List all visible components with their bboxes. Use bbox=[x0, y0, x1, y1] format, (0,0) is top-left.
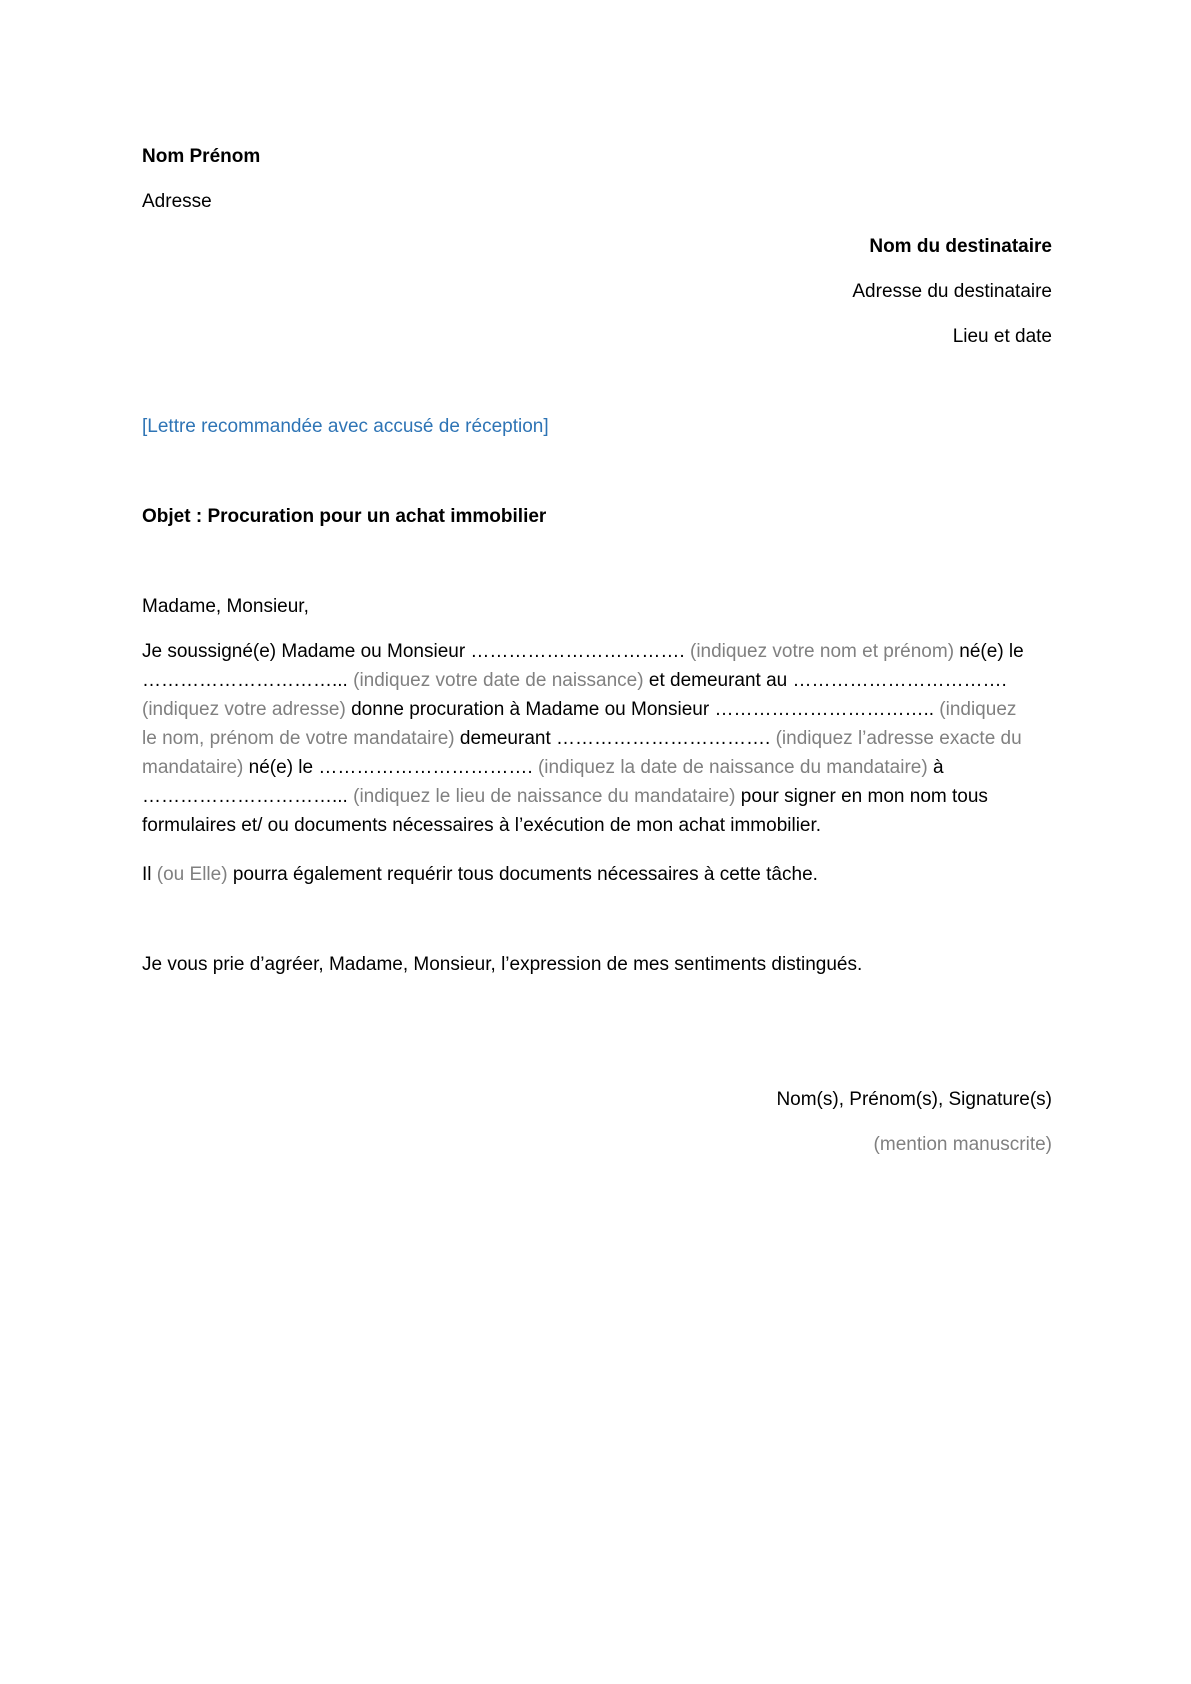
place-and-date: Lieu et date bbox=[952, 326, 1052, 347]
hint-text: le nom, prénom de votre mandataire) bbox=[142, 728, 455, 749]
body-text: né(e) le ……………………………. bbox=[248, 757, 533, 778]
hint-text: (indiquez votre adresse) bbox=[142, 699, 346, 720]
body-text: …………………………... bbox=[142, 786, 348, 807]
body-line-1 bbox=[142, 637, 1052, 666]
hint-text: (indiquez bbox=[939, 699, 1017, 720]
body-text: donne procuration à Madame ou Monsieur …………………………….. bbox=[351, 699, 934, 720]
body-text: pourra également requérir tous documents nécessaires à cette tâche. bbox=[232, 864, 818, 885]
body-line-7: formulaires et/ ou documents nécessaires à l’exécution de mon achat immobilier. bbox=[142, 815, 822, 836]
body-line-6 bbox=[142, 782, 1052, 811]
closing-formula: Je vous prie d’agréer, Madame, Monsieur, l’expression de mes sentiments distingués. bbox=[142, 954, 863, 975]
hint-text: (indiquez votre date de naissance) bbox=[353, 670, 644, 691]
body-text: né(e) le bbox=[959, 641, 1024, 662]
subject-line: Objet : Procuration pour un achat immobilier bbox=[142, 506, 547, 527]
body-line-3 bbox=[142, 695, 1052, 724]
body-text: Il bbox=[142, 864, 152, 885]
body-line-2 bbox=[142, 666, 1052, 695]
recipient-name: Nom du destinataire bbox=[869, 236, 1052, 257]
body-paragraph bbox=[142, 637, 1052, 840]
registered-mail-mention: [Lettre recommandée avec accusé de réception] bbox=[142, 416, 549, 437]
signature-line: Nom(s), Prénom(s), Signature(s) bbox=[776, 1089, 1052, 1110]
body-text: …………………………... bbox=[142, 670, 348, 691]
body-text: pour signer en mon nom tous bbox=[740, 786, 988, 807]
body-line-4 bbox=[142, 724, 1052, 753]
recipient-address: Adresse du destinataire bbox=[852, 281, 1052, 302]
signature-note: (mention manuscrite) bbox=[873, 1134, 1052, 1155]
body-line-5 bbox=[142, 753, 1052, 782]
body-text: demeurant ……………………………. bbox=[459, 728, 771, 749]
sender-name: Nom Prénom bbox=[142, 146, 261, 167]
hint-text: (indiquez la date de naissance du mandataire) bbox=[537, 757, 928, 778]
hint-text: (ou Elle) bbox=[156, 864, 228, 885]
body-text: Je soussigné(e) Madame ou Monsieur ……………………………. bbox=[142, 641, 685, 662]
second-paragraph bbox=[142, 860, 1052, 889]
body-text: à bbox=[932, 757, 944, 778]
hint-text: (indiquez le lieu de naissance du mandataire) bbox=[353, 786, 736, 807]
hint-text: (indiquez votre nom et prénom) bbox=[690, 641, 955, 662]
hint-text: mandataire) bbox=[142, 757, 244, 778]
salutation: Madame, Monsieur, bbox=[142, 596, 309, 617]
hint-text: (indiquez l’adresse exacte du bbox=[775, 728, 1022, 749]
body-text: et demeurant au ……………………………. bbox=[648, 670, 1007, 691]
sender-address: Adresse bbox=[142, 191, 212, 212]
